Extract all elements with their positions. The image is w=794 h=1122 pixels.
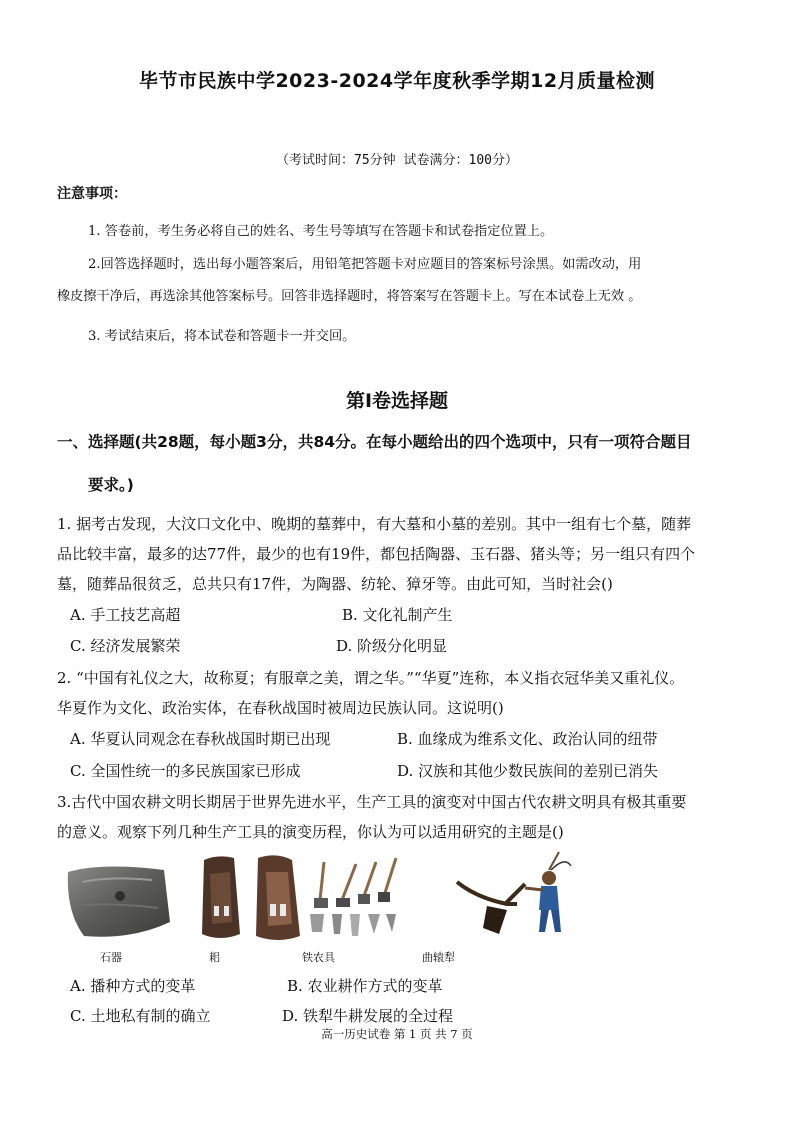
question-3-option-c: C. 土地私有制的确立 xyxy=(70,1007,211,1025)
section-title: 第Ⅰ卷选择题 xyxy=(345,390,449,412)
question-3-line-2: 的意义。观察下列几种生产工具的演变历程，你认为可以适用研究的主题是() xyxy=(57,823,564,841)
question-1-option-c: C. 经济发展繁荣 xyxy=(70,637,181,655)
stone-tool-image xyxy=(62,862,172,942)
notice-item-3: 3. 考试结束后，将本试卷和答题卡一并交回。 xyxy=(88,329,356,344)
exam-title: 毕节市民族中学2023-2024学年度秋季学期12月质量检测 xyxy=(138,70,656,92)
question-1-line-2: 品比较丰富，最多的达77件，最少的也有19件，都包括陶器、玉石器、猪头等；另一组只有四个 xyxy=(57,545,696,563)
question-2-line-1: 2. “中国有礼仪之大，故称夏；有服章之美，谓之华。”“华夏”连称，本义指衣冠华美又重礼仪。 xyxy=(57,669,685,687)
question-3-option-b: B. 农业耕作方式的变革 xyxy=(287,977,443,995)
question-1-line-1: 1. 据考古发现，大汶口文化中、晚期的墓葬中，有大墓和小墓的差别。其中一组有七个墓，随葬 xyxy=(57,515,692,533)
notice-item-2-line-1: 2.回答选择题时，选出每小题答案后，用铅笔把答题卡对应题目的答案标号涂黑。如需改动，用 xyxy=(88,257,642,272)
section-instruction-line-2: 要求。) xyxy=(88,476,134,494)
caption-iron-tools: 铁农具 xyxy=(302,951,335,964)
question-1-option-b: B. 文化礼制产生 xyxy=(342,606,453,624)
question-2-option-b: B. 血缘成为维系文化、政治认同的纽带 xyxy=(397,730,658,748)
question-1-line-3: 墓，随葬品很贫乏，总共只有17件，为陶器、纺轮、獐牙等。由此可知，当时社会() xyxy=(57,575,613,593)
exam-time-info: （考试时间：75分钟 试卷满分：100分） xyxy=(276,153,518,168)
question-3-line-1: 3.古代中国农耕文明长期居于世界先进水平，生产工具的演变对中国古代农耕文明具有极其重要 xyxy=(57,793,687,811)
notice-item-2-line-2: 橡皮擦干净后，再选涂其他答案标号。回答非选择题时，将答案写在答题卡上。写在本试卷上无效 。 xyxy=(57,289,642,304)
notice-heading: 注意事项： xyxy=(57,186,127,202)
caption-si: 耜 xyxy=(209,951,220,964)
iron-tools-image xyxy=(302,852,402,942)
question-2-option-d: D. 汉族和其他少数民族间的差别已消失 xyxy=(397,762,659,780)
question-2-line-2: 华夏作为文化、政治实体，在春秋战国时被周边民族认同。这说明() xyxy=(57,699,504,717)
curved-plough-image xyxy=(447,848,572,940)
question-2-option-c: C. 全国性统一的多民族国家已形成 xyxy=(70,762,301,780)
question-2-option-a: A. 华夏认同观念在春秋战国时期已出现 xyxy=(70,730,331,748)
si-plough-image xyxy=(196,852,306,942)
question-3-option-d: D. 铁犁牛耕发展的全过程 xyxy=(282,1007,454,1025)
section-instruction-line-1: 一、选择题(共28题，每小题3分，共84分。在每小题给出的四个选项中，只有一项符合题目 xyxy=(57,433,692,451)
question-3-option-a: A. 播种方式的变革 xyxy=(70,977,196,995)
question-1-option-d: D. 阶级分化明显 xyxy=(336,637,448,655)
notice-item-1: 1. 答卷前，考生务必将自己的姓名、考生号等填写在答题卡和试卷指定位置上。 xyxy=(88,224,554,239)
question-1-option-a: A. 手工技艺高超 xyxy=(70,606,181,624)
page-footer: 高一历史试卷 第 1 页 共 7 页 xyxy=(321,1027,473,1041)
caption-curved-plough: 曲辕犁 xyxy=(422,951,455,964)
caption-stone-tool: 石器 xyxy=(100,951,122,964)
